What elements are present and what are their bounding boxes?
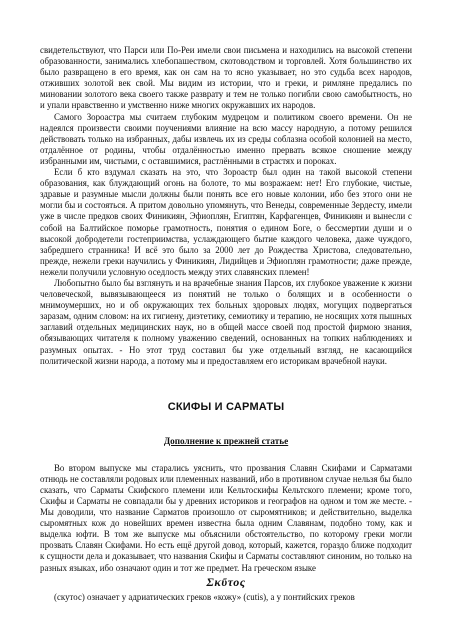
paragraph-5: Во втором выпуске мы старались уяснить, что прозвания Славян Скифами и Сарматами отнюдь не составляли родовых или племенных названий, ибо в противном случае нельзя бы было сказать, что Сарматы Скифского племени или Кельтоскифы Кельтского племени; кроме того, Скифы и Сарматы не совпадали бы у древних историков и географов на одном и том же месте. - Мы доводили, что название Сарматов произошло от сыромятников; и действительно, выделка сыромятных кож до новейших времен известна была одним Славянам, подобно тому, как и выделка юфти. В том же выпуске мы объяснили обстоятельство, по которому греки могли прозвать Славян Скифами. Но есть ещё другой довод, который, кажется, гораздо ближе подходит к сущности дела и доказывает, что названия Скифы и Сарматы составляют синоним, но только на разных языках, ибо означают один и тот же предмет. На греческом языке — [40, 462, 412, 573]
bottom-text-block — [40, 463, 412, 603]
section-title: СКИФЫ И САРМАТЫ — [167, 400, 285, 413]
subsection-title: Дополнение к прежней статье — [163, 435, 289, 446]
paragraph-4: Любопытно было бы взглянуть и на врачебные знания Парсов, их глубокое уважение к жизни человеческой, вывязывающееся из понятий не только о болящих и в особенности о мнимоумерших, но и об окружающих тех больных здоровых людях, могущих подвергаться заразам, одним словом: на их гигиену, диэтетику, семиотику и терапию, не носящих хотя пышных заглавий отдельных медицинских наук, но в общей массе своей под простой фирмою знания, обязывающих читателя к полному уважению сведений, основанных на топких наблюдениях и разумных опытах. - Но этот труд составил бы уже отдельный взгляд, не касающийся политической жизни народа, а потому мы и предоставляем его историкам врачебной науки. — [40, 277, 412, 366]
top-text-block — [40, 45, 412, 367]
paragraph-3: Если б кто вздумал сказать на это, что Зороастр был один на такой высокой степени образования, как блуждающий огонь на болоте, то мы возражаем: нет! Его глубокие, чистые, здравые и разумные мысли должны были понять все его новые колонии, ибо без этого они не могли бы и состояться. А притом довольно упомянуть, что Венеды, современные Зердесту, имели уже в числе предков своих Финикиян, Эфиоплян, Египтян, Карфагенцев, Финикиян и вынесли с собой на Балтийское поморье грамотность, понятия о едином Боге, о бессмертии души и о высокой добродетели гостеприимства, услаждающего бытие каждого человека, даже чуждого, забредшего странника! И всё это было за 2000 лет до Рождества Христова, следовательно, прежде, нежели греки научились у Финикиян, Лидийцев и Эфиоплян грамотности; даже прежде, нежели получили условную оседлость между этих славянских племен! — [40, 167, 412, 277]
greek-word: Σκῦτος — [206, 574, 246, 589]
paragraph-6: (скутос) означает у адриатических греков «кожу» (cutis), а у понтийских греков — [54, 591, 355, 602]
paragraph-1: свидетельствуют, что Парси или По-Реи имели свои письмена и находились на высокой степени образованности, занимались хлебопашеством, скотоводством и торговлей. Хотя большинство их было развращено в его время, как он сам на то ясно указывает, но это судьба всех народов, отживших золотой век свой. Мы видим из истории, что и греки, и римляне предались по миновании золотого века своего также разврату и тем не только погибли свою самобытность, но и упали нравственно и умственно ниже многих окружавших их народов. — [40, 45, 412, 111]
paragraph-2: Самого Зороастра мы считаем глубоким мудрецом и политиком своего времени. Он не надеялся произвести своими поучениями влияние на всю массу народную, а потому решился действовать только на избранных, дабы извлечь их из среды соблазна особой колонией на место, отдалённое от родины, чтобы отдалённостью именно прервать всякое сношение между избранными им, чистыми, с оставшимися, растлёнными в страстях и пороках. — [40, 111, 412, 166]
